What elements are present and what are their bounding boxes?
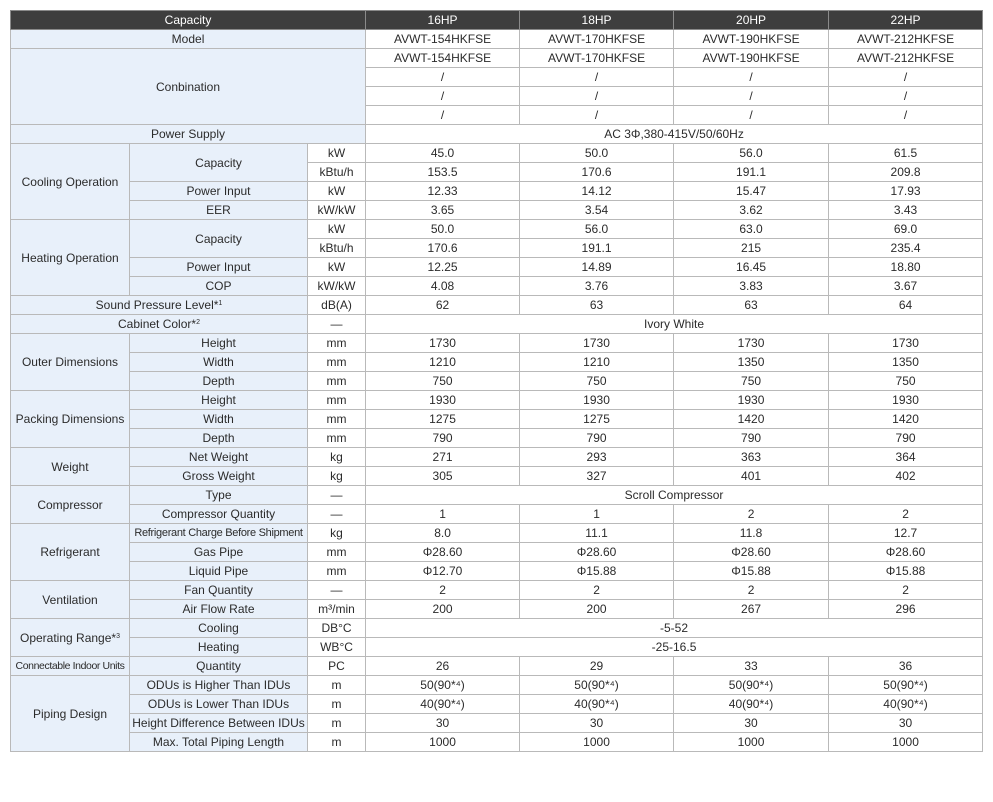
ventilation-label: Ventilation [11, 581, 130, 619]
heating-capacity-kw-value: 69.0 [829, 220, 983, 239]
piping-lower-label: ODUs is Lower Than IDUs [130, 695, 308, 714]
indoor-units-label: Connectable Indoor Units [11, 657, 130, 676]
outer-depth-value: 750 [829, 372, 983, 391]
outer-height-value: 1730 [674, 334, 829, 353]
heating-capacity-kw-row [11, 220, 983, 239]
combination-value: / [829, 106, 983, 125]
unit-label: kW [308, 258, 366, 277]
net-weight-value: 364 [829, 448, 983, 467]
compressor-qty-value: 2 [829, 505, 983, 524]
liquid-pipe-row [11, 562, 983, 581]
piping-total-label: Max. Total Piping Length [130, 733, 308, 752]
piping-total-row [11, 733, 983, 752]
operating-cooling-value: -5-52 [366, 619, 983, 638]
cooling-power-value: 15.47 [674, 182, 829, 201]
refrigerant-charge-row [11, 524, 983, 543]
packing-height-value: 1930 [674, 391, 829, 410]
packing-width-value: 1420 [829, 410, 983, 429]
piping-higher-row [11, 676, 983, 695]
net-weight-row [11, 448, 983, 467]
fan-quantity-value: 2 [366, 581, 520, 600]
gas-pipe-value: Φ28.60 [674, 543, 829, 562]
heating-operation-label: Heating Operation [11, 220, 130, 296]
weight-label: Weight [11, 448, 130, 486]
indoor-units-value: 33 [674, 657, 829, 676]
unit-label: WB°C [308, 638, 366, 657]
outer-width-value: 1210 [366, 353, 520, 372]
packing-width-value: 1420 [674, 410, 829, 429]
outer-width-value: 1350 [829, 353, 983, 372]
refrigerant-charge-value: 8.0 [366, 524, 520, 543]
heating-capacity-kw-value: 50.0 [366, 220, 520, 239]
heating-cop-value: 3.76 [520, 277, 674, 296]
combination-value: / [674, 106, 829, 125]
unit-label: dB(A) [308, 296, 366, 315]
outer-height-row [11, 334, 983, 353]
air-flow-label: Air Flow Rate [130, 600, 308, 619]
spec-table-wrapper [10, 10, 983, 752]
indoor-units-row [11, 657, 983, 676]
combination-label: Conbination [11, 49, 366, 125]
model-value: AVWT-154HKFSE [366, 30, 520, 49]
piping-diff-value: 30 [366, 714, 520, 733]
net-weight-value: 363 [674, 448, 829, 467]
compressor-type-row [11, 486, 983, 505]
outer-height-value: 1730 [520, 334, 674, 353]
unit-label: kW [308, 182, 366, 201]
operating-range-label [11, 619, 130, 657]
cooling-operation-label: Cooling Operation [11, 144, 130, 220]
packing-depth-value: 790 [829, 429, 983, 448]
cooling-capacity-kw-value: 50.0 [520, 144, 674, 163]
cooling-eer-value: 3.43 [829, 201, 983, 220]
sound-pressure-label-text: Sound Pressure Level* [95, 298, 219, 312]
gross-weight-value: 401 [674, 467, 829, 486]
compressor-type-value: Scroll Compressor [366, 486, 983, 505]
power-supply-value: AC 3Φ,380-415V/50/60Hz [366, 125, 983, 144]
heating-capacity-label: Capacity [130, 220, 308, 258]
outer-width-value: 1350 [674, 353, 829, 372]
piping-higher-value: 50(90*⁴) [520, 676, 674, 695]
refrigerant-charge-label: Refrigerant Charge Before Shipment [130, 524, 308, 543]
liquid-pipe-value: Φ15.88 [520, 562, 674, 581]
gas-pipe-value: Φ28.60 [520, 543, 674, 562]
packing-depth-value: 790 [366, 429, 520, 448]
combination-value: AVWT-170HKFSE [520, 49, 674, 68]
footnote-marker: 2 [196, 319, 200, 326]
heating-power-value: 12.25 [366, 258, 520, 277]
piping-lower-value: 40(90*⁴) [674, 695, 829, 714]
power-supply-label: Power Supply [11, 125, 366, 144]
compressor-qty-row [11, 505, 983, 524]
cooling-power-value: 14.12 [520, 182, 674, 201]
unit-label: m [308, 714, 366, 733]
gross-weight-value: 305 [366, 467, 520, 486]
piping-lower-value: 40(90*⁴) [520, 695, 674, 714]
packing-height-label: Height [130, 391, 308, 410]
heating-power-row [11, 258, 983, 277]
packing-height-row [11, 391, 983, 410]
packing-width-value: 1275 [520, 410, 674, 429]
cooling-capacity-kw-row [11, 144, 983, 163]
combination-value: / [366, 68, 520, 87]
unit-label: kBtu/h [308, 239, 366, 258]
gross-weight-value: 402 [829, 467, 983, 486]
air-flow-row [11, 600, 983, 619]
unit-label: kg [308, 467, 366, 486]
sound-pressure-label [11, 296, 308, 315]
unit-label: m³/min [308, 600, 366, 619]
net-weight-value: 293 [520, 448, 674, 467]
unit-label: kW [308, 220, 366, 239]
packing-height-value: 1930 [829, 391, 983, 410]
unit-label: m [308, 676, 366, 695]
refrigerant-label: Refrigerant [11, 524, 130, 581]
compressor-qty-label: Compressor Quantity [130, 505, 308, 524]
piping-total-value: 1000 [829, 733, 983, 752]
combination-value: / [520, 87, 674, 106]
unit-label: m [308, 695, 366, 714]
packing-depth-value: 790 [674, 429, 829, 448]
sound-pressure-value: 63 [520, 296, 674, 315]
unit-label: kg [308, 524, 366, 543]
cooling-capacity-label: Capacity [130, 144, 308, 182]
combination-value: / [829, 87, 983, 106]
operating-heating-row [11, 638, 983, 657]
combination-value: / [829, 68, 983, 87]
cooling-capacity-kw-value: 45.0 [366, 144, 520, 163]
refrigerant-charge-value: 12.7 [829, 524, 983, 543]
outer-width-row [11, 353, 983, 372]
piping-lower-row [11, 695, 983, 714]
unit-label: kW [308, 144, 366, 163]
cooling-capacity-kbtu-value: 170.6 [520, 163, 674, 182]
piping-higher-value: 50(90*⁴) [674, 676, 829, 695]
unit-label: — [308, 315, 366, 334]
fan-quantity-label: Fan Quantity [130, 581, 308, 600]
power-supply-row [11, 125, 983, 144]
heating-capacity-kw-value: 63.0 [674, 220, 829, 239]
unit-label: mm [308, 562, 366, 581]
unit-label: mm [308, 429, 366, 448]
fan-quantity-value: 2 [520, 581, 674, 600]
piping-lower-value: 40(90*⁴) [366, 695, 520, 714]
packing-height-value: 1930 [520, 391, 674, 410]
sound-pressure-value: 63 [674, 296, 829, 315]
unit-label: — [308, 505, 366, 524]
header-model-22hp: 22HP [829, 11, 983, 30]
packing-width-label: Width [130, 410, 308, 429]
gross-weight-label: Gross Weight [130, 467, 308, 486]
outer-dimensions-label: Outer Dimensions [11, 334, 130, 391]
unit-label: kW/kW [308, 277, 366, 296]
sound-pressure-value: 62 [366, 296, 520, 315]
model-value: AVWT-170HKFSE [520, 30, 674, 49]
liquid-pipe-value: Φ15.88 [674, 562, 829, 581]
outer-height-value: 1730 [829, 334, 983, 353]
unit-label: PC [308, 657, 366, 676]
header-model-18hp: 18HP [520, 11, 674, 30]
piping-diff-row [11, 714, 983, 733]
heating-cop-value: 4.08 [366, 277, 520, 296]
gross-weight-row [11, 467, 983, 486]
cooling-eer-value: 3.65 [366, 201, 520, 220]
fan-quantity-value: 2 [829, 581, 983, 600]
piping-total-value: 1000 [366, 733, 520, 752]
unit-label: m [308, 733, 366, 752]
compressor-label: Compressor [11, 486, 130, 524]
cooling-eer-row [11, 201, 983, 220]
piping-diff-label: Height Difference Between IDUs [130, 714, 308, 733]
heating-cop-label: COP [130, 277, 308, 296]
heating-cop-row [11, 277, 983, 296]
heating-capacity-kbtu-value: 191.1 [520, 239, 674, 258]
header-row [11, 11, 983, 30]
refrigerant-charge-value: 11.1 [520, 524, 674, 543]
fan-quantity-row [11, 581, 983, 600]
header-model-20hp: 20HP [674, 11, 829, 30]
heating-capacity-kbtu-value: 215 [674, 239, 829, 258]
refrigerant-charge-value: 11.8 [674, 524, 829, 543]
combination-value: / [674, 87, 829, 106]
liquid-pipe-label: Liquid Pipe [130, 562, 308, 581]
operating-heating-value: -25-16.5 [366, 638, 983, 657]
sound-pressure-value: 64 [829, 296, 983, 315]
model-value: AVWT-190HKFSE [674, 30, 829, 49]
air-flow-value: 200 [366, 600, 520, 619]
footnote-marker: 1 [218, 300, 223, 307]
cooling-power-row [11, 182, 983, 201]
packing-depth-label: Depth [130, 429, 308, 448]
heating-cop-value: 3.67 [829, 277, 983, 296]
indoor-units-value: 29 [520, 657, 674, 676]
unit-label: — [308, 486, 366, 505]
combination-value: AVWT-190HKFSE [674, 49, 829, 68]
unit-label: mm [308, 543, 366, 562]
cooling-eer-label: EER [130, 201, 308, 220]
model-row [11, 30, 983, 49]
air-flow-value: 267 [674, 600, 829, 619]
unit-label: — [308, 581, 366, 600]
piping-diff-value: 30 [520, 714, 674, 733]
unit-label: mm [308, 410, 366, 429]
operating-cooling-row [11, 619, 983, 638]
combination-row [11, 49, 983, 68]
heating-capacity-kbtu-value: 235.4 [829, 239, 983, 258]
outer-depth-row [11, 372, 983, 391]
indoor-units-value: 26 [366, 657, 520, 676]
piping-lower-value: 40(90*⁴) [829, 695, 983, 714]
cabinet-color-row [11, 315, 983, 334]
outer-height-value: 1730 [366, 334, 520, 353]
unit-label: kBtu/h [308, 163, 366, 182]
compressor-type-label: Type [130, 486, 308, 505]
combination-value: / [366, 106, 520, 125]
combination-value: / [520, 68, 674, 87]
combination-value: AVWT-212HKFSE [829, 49, 983, 68]
heating-power-label: Power Input [130, 258, 308, 277]
compressor-qty-value: 2 [674, 505, 829, 524]
packing-width-value: 1275 [366, 410, 520, 429]
piping-total-value: 1000 [674, 733, 829, 752]
outer-depth-value: 750 [674, 372, 829, 391]
cooling-eer-value: 3.62 [674, 201, 829, 220]
cooling-capacity-kw-value: 56.0 [674, 144, 829, 163]
header-capacity-label: Capacity [11, 11, 366, 30]
indoor-units-qty-label: Quantity [130, 657, 308, 676]
operating-range-label-text: Operating Range* [20, 630, 117, 645]
compressor-qty-value: 1 [366, 505, 520, 524]
unit-label: DB°C [308, 619, 366, 638]
outer-width-value: 1210 [520, 353, 674, 372]
outer-depth-label: Depth [130, 372, 308, 391]
outer-depth-value: 750 [366, 372, 520, 391]
liquid-pipe-value: Φ15.88 [829, 562, 983, 581]
cooling-power-label: Power Input [130, 182, 308, 201]
cooling-eer-value: 3.54 [520, 201, 674, 220]
heating-cop-value: 3.83 [674, 277, 829, 296]
outer-depth-value: 750 [520, 372, 674, 391]
packing-depth-row [11, 429, 983, 448]
cabinet-color-label-text: Cabinet Color* [118, 317, 197, 331]
operating-heating-label: Heating [130, 638, 308, 657]
heating-power-value: 18.80 [829, 258, 983, 277]
air-flow-value: 296 [829, 600, 983, 619]
gas-pipe-value: Φ28.60 [366, 543, 520, 562]
gross-weight-value: 327 [520, 467, 674, 486]
gas-pipe-label: Gas Pipe [130, 543, 308, 562]
indoor-units-value: 36 [829, 657, 983, 676]
net-weight-value: 271 [366, 448, 520, 467]
heating-capacity-kw-value: 56.0 [520, 220, 674, 239]
combination-value: / [674, 68, 829, 87]
liquid-pipe-value: Φ12.70 [366, 562, 520, 581]
heating-capacity-kbtu-value: 170.6 [366, 239, 520, 258]
combination-value: / [366, 87, 520, 106]
cooling-power-value: 12.33 [366, 182, 520, 201]
heating-power-value: 16.45 [674, 258, 829, 277]
outer-height-label: Height [130, 334, 308, 353]
unit-label: kg [308, 448, 366, 467]
spec-table [10, 10, 983, 752]
operating-cooling-label: Cooling [130, 619, 308, 638]
unit-label: mm [308, 372, 366, 391]
footnote-marker: 3 [116, 632, 120, 640]
cooling-capacity-kbtu-value: 191.1 [674, 163, 829, 182]
packing-depth-value: 790 [520, 429, 674, 448]
cooling-capacity-kbtu-value: 209.8 [829, 163, 983, 182]
compressor-qty-value: 1 [520, 505, 674, 524]
cooling-capacity-kw-value: 61.5 [829, 144, 983, 163]
piping-design-label: Piping Design [11, 676, 130, 752]
piping-higher-value: 50(90*⁴) [366, 676, 520, 695]
cabinet-color-value: Ivory White [366, 315, 983, 334]
packing-height-value: 1930 [366, 391, 520, 410]
piping-higher-label: ODUs is Higher Than IDUs [130, 676, 308, 695]
fan-quantity-value: 2 [674, 581, 829, 600]
cabinet-color-label [11, 315, 308, 334]
piping-total-value: 1000 [520, 733, 674, 752]
packing-width-row [11, 410, 983, 429]
unit-label: kW/kW [308, 201, 366, 220]
piping-diff-value: 30 [829, 714, 983, 733]
header-model-16hp: 16HP [366, 11, 520, 30]
unit-label: mm [308, 334, 366, 353]
model-label: Model [11, 30, 366, 49]
combination-value: AVWT-154HKFSE [366, 49, 520, 68]
sound-pressure-row [11, 296, 983, 315]
air-flow-value: 200 [520, 600, 674, 619]
gas-pipe-row [11, 543, 983, 562]
piping-diff-value: 30 [674, 714, 829, 733]
unit-label: mm [308, 391, 366, 410]
unit-label: mm [308, 353, 366, 372]
cooling-power-value: 17.93 [829, 182, 983, 201]
net-weight-label: Net Weight [130, 448, 308, 467]
model-value: AVWT-212HKFSE [829, 30, 983, 49]
heating-power-value: 14.89 [520, 258, 674, 277]
outer-width-label: Width [130, 353, 308, 372]
packing-dimensions-label: Packing Dimensions [11, 391, 130, 448]
piping-higher-value: 50(90*⁴) [829, 676, 983, 695]
combination-value: / [520, 106, 674, 125]
cooling-capacity-kbtu-value: 153.5 [366, 163, 520, 182]
gas-pipe-value: Φ28.60 [829, 543, 983, 562]
